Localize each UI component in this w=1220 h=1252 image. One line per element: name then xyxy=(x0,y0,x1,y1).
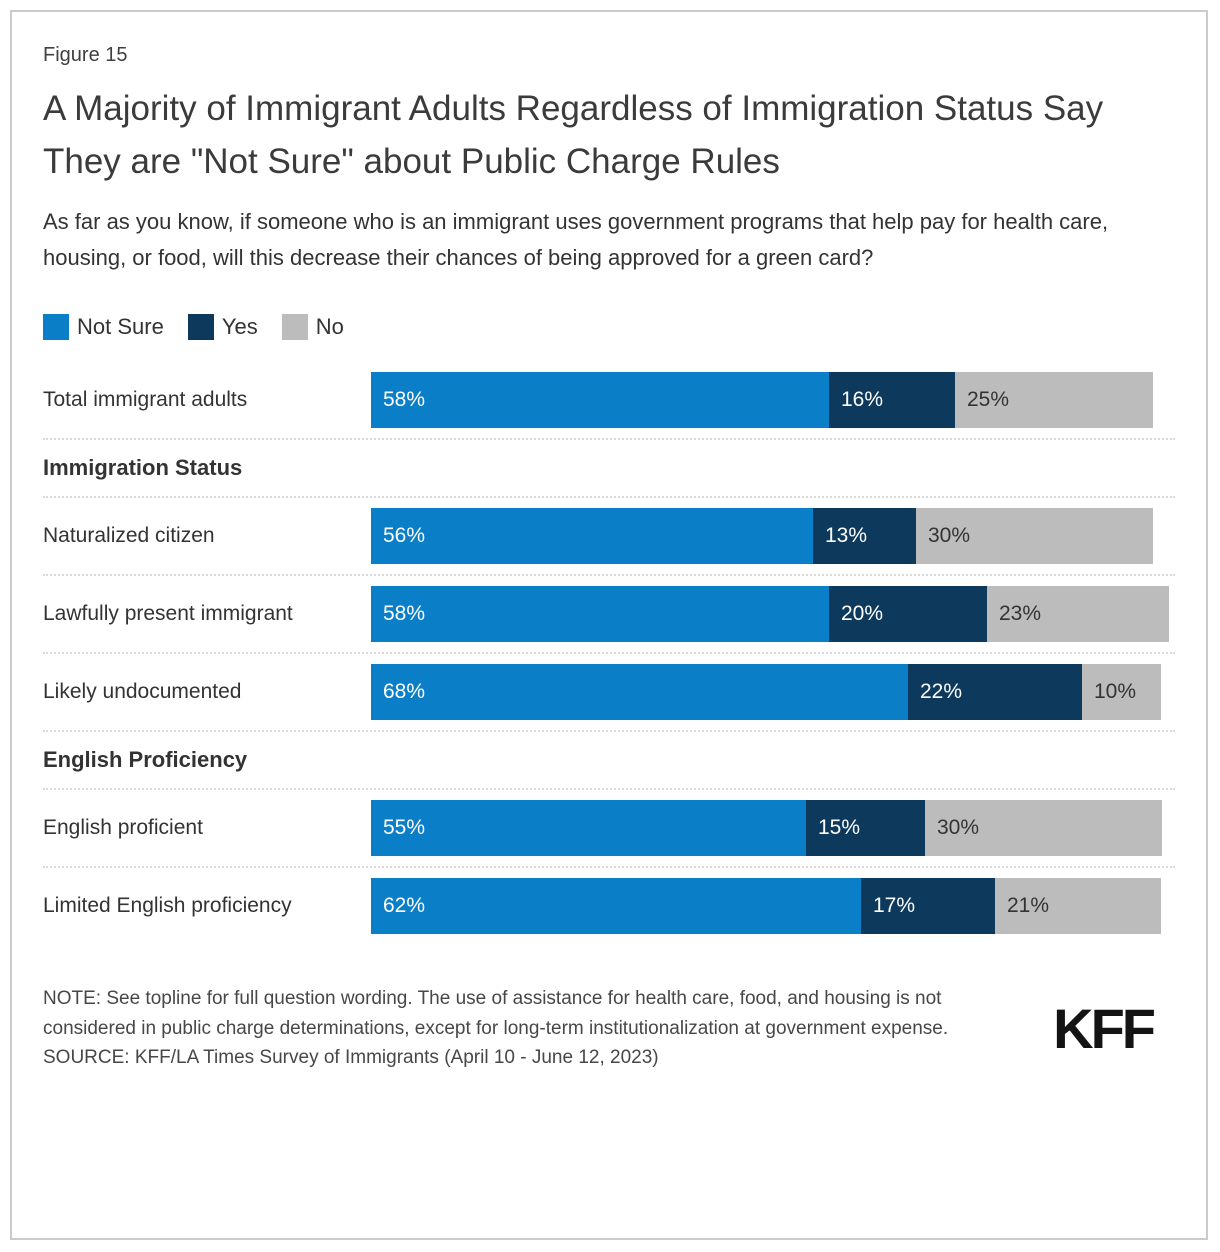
legend-swatch-yes xyxy=(188,314,214,340)
bar-segment-not-sure xyxy=(371,664,908,720)
bar-segment-not-sure xyxy=(371,586,829,642)
bar-track xyxy=(371,800,1162,856)
footer-text xyxy=(43,984,1039,1072)
bar-track xyxy=(371,664,1161,720)
bar-value-label: 16% xyxy=(841,388,884,412)
bar-segment-no xyxy=(995,878,1161,934)
row-label: Limited English proficiency xyxy=(43,894,292,918)
bar-track xyxy=(371,508,1153,564)
bar-row-limited-english-proficiency xyxy=(43,868,1175,944)
bar-track xyxy=(371,878,1161,934)
figure-card xyxy=(10,10,1208,1240)
bar-segment-no xyxy=(955,372,1153,428)
bar-track xyxy=(371,372,1153,428)
bar-value-label: 56% xyxy=(383,524,426,548)
bar-track xyxy=(371,586,1169,642)
bar-value-label: 22% xyxy=(920,680,963,704)
bar-value-label: 30% xyxy=(937,816,980,840)
bar-segment-not-sure xyxy=(371,372,829,428)
legend-item-not-sure xyxy=(43,314,164,340)
row-label: Lawfully present immigrant xyxy=(43,602,293,626)
bar-value-label: 10% xyxy=(1094,680,1137,704)
figure-title: A Majority of Immigrant Adults Regardless of Immigration Status Say They are "Not Sure" about Public Charge Rules xyxy=(43,89,1104,181)
row-label: Naturalized citizen xyxy=(43,524,215,548)
bar-value-label: 62% xyxy=(383,894,426,918)
legend-item-no xyxy=(282,314,344,340)
bar-row-english-proficient xyxy=(43,790,1175,868)
source-text: SOURCE: KFF/LA Times Survey of Immigrants (April 10 - June 12, 2023) xyxy=(43,1047,659,1069)
kff-logo: KFF xyxy=(1053,996,1153,1060)
row-label: English proficient xyxy=(43,816,203,840)
row-label: Total immigrant adults xyxy=(43,388,248,412)
legend-label: Yes xyxy=(221,314,258,340)
legend-label: Not Sure xyxy=(77,314,164,340)
bar-segment-yes xyxy=(908,664,1082,720)
legend-swatch-no xyxy=(282,314,308,340)
bar-value-label: 58% xyxy=(383,602,426,626)
legend xyxy=(43,314,1175,340)
bar-segment-no xyxy=(987,586,1169,642)
bar-segment-no xyxy=(1082,664,1161,720)
bar-row-likely-undocumented xyxy=(43,654,1175,732)
figure-subtitle: As far as you know, if someone who is an immigrant uses government programs that help pay for health care, housing, or food, will this decrease their chances of being approved for a green card? xyxy=(43,209,1109,271)
bar-segment-not-sure xyxy=(371,800,806,856)
bar-value-label: 58% xyxy=(383,388,426,412)
note-text: NOTE: See topline for full question wording. The use of assistance for health care, food, and housing is not considered in public charge determinations, except for long-term institutionalization at government expense. xyxy=(43,988,949,1039)
bar-value-label: 68% xyxy=(383,680,426,704)
bar-segment-yes xyxy=(861,878,995,934)
section-header-immigration-status: Immigration Status xyxy=(43,440,1175,498)
bar-value-label: 55% xyxy=(383,816,426,840)
bar-segment-not-sure xyxy=(371,508,813,564)
bar-value-label: 20% xyxy=(841,602,884,626)
bar-value-label: 23% xyxy=(999,602,1042,626)
bar-segment-no xyxy=(916,508,1153,564)
bar-value-label: 30% xyxy=(928,524,971,548)
bar-segment-yes xyxy=(806,800,925,856)
chart-rows xyxy=(43,362,1175,944)
bar-segment-yes xyxy=(829,586,987,642)
bar-value-label: 21% xyxy=(1007,894,1050,918)
bar-value-label: 13% xyxy=(825,524,868,548)
bar-value-label: 15% xyxy=(818,816,861,840)
bar-value-label: 17% xyxy=(873,894,916,918)
bar-row-lawfully-present-immigrant xyxy=(43,576,1175,654)
legend-swatch-not-sure xyxy=(43,314,69,340)
bar-segment-yes xyxy=(829,372,955,428)
bar-row-total-immigrant-adults xyxy=(43,362,1175,440)
legend-item-yes xyxy=(188,314,258,340)
footer xyxy=(43,984,1175,1072)
figure-label: Figure 15 xyxy=(43,44,128,66)
bar-segment-yes xyxy=(813,508,916,564)
legend-label: No xyxy=(315,314,344,340)
bar-segment-not-sure xyxy=(371,878,861,934)
section-header-english-proficiency: English Proficiency xyxy=(43,732,1175,790)
row-label: Likely undocumented xyxy=(43,680,242,704)
bar-value-label: 25% xyxy=(967,388,1010,412)
bar-row-naturalized-citizen xyxy=(43,498,1175,576)
bar-segment-no xyxy=(925,800,1162,856)
